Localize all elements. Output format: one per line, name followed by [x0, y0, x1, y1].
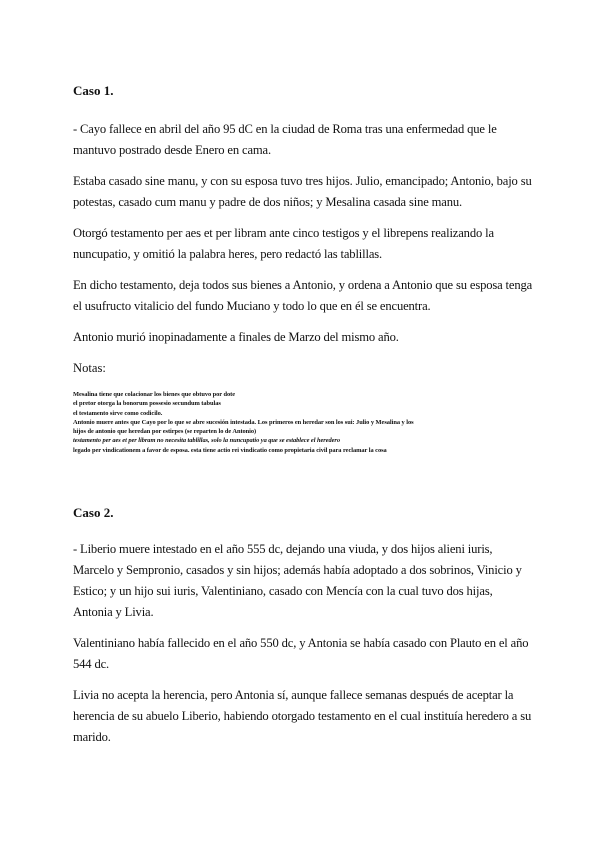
case-1-paragraph: Antonio murió inopinadamente a finales de Marzo del mismo año. — [73, 330, 399, 344]
case-1-paragraph: - Cayo fallece en abril del año 95 dC en la ciudad de Roma tras una enfermedad que le mantuvo postrado desde Enero en cama. — [73, 122, 497, 157]
note-line: el pretor otorga la bonorum possesio secundum tabulas — [73, 400, 221, 408]
case-2-paragraph: Livia no acepta la herencia, pero Antonia sí, aunque fallece semanas después de aceptar la herencia de su abuelo Liberio, habiendo otorgado testamento en el cual instituía heredero a su marido. — [73, 688, 532, 745]
note-line: legado per vindicationem a favor de esposa. esta tiene actio rei vindicatio como propietaria civil para reclamar la cosa — [73, 446, 387, 454]
note-line: Antonio muere antes que Cayo por lo que se abre sucesión intestada. Los primeros en heredar son los sui: Julio y Mesalina y los — [73, 418, 414, 426]
case-1-heading: Caso 1. — [73, 83, 114, 98]
case-2-heading: Caso 2. — [73, 505, 114, 521]
notes-label: Notas: — [73, 361, 106, 375]
note-line: testamento per aes et per libram no necesita tablillas, solo la nuncupatio ya que se establece el heredero — [73, 437, 340, 445]
note-line: el testamento sirve como codicilo. — [73, 409, 163, 417]
case-1-paragraph: En dicho testamento, deja todos sus bienes a Antonio, y ordena a Antonio que su esposa tenga el usufructo vitalicio del fundo Muciano y todo lo que en él se encuentra. — [73, 278, 533, 313]
case-1-paragraph: Estaba casado sine manu, y con su esposa tuvo tres hijos. Julio, emancipado; Antonio, bajo su potestas, casado cum manu y padre de dos niños; y Mesalina casada sine manu. — [73, 174, 532, 209]
case-2-paragraph: Valentiniano había fallecido en el año 550 dc, y Antonia se había casado con Plauto en el año 544 dc. — [73, 636, 529, 672]
note-line: Mesalina tiene que colacionar los bienes que obtuvo por dote — [73, 391, 236, 398]
case-2-paragraph: - Liberio muere intestado en el año 555 dc, dejando una viuda, y dos hijos alieni iuris, Marcelo y Sempronio, casados y sin hijos; además había adoptado a dos sobrinos, Vinicio y Estico; y un hijo sui iuris, Valentiniano, casado con Mencía con la cual tuvo dos hijas, Antonia y Livia. — [73, 542, 522, 620]
case-1-paragraph: Otorgó testamento per aes et per libram ante cinco testigos y el librepens realizando la nuncupatio, y omitió la palabra heres, pero redactó las tablillas. — [73, 226, 494, 261]
notes-block — [73, 390, 533, 455]
note-line: hijos de antonio que heredan por estirpes (se reparten lo de Antonio) — [73, 428, 257, 436]
document-content — [73, 83, 533, 748]
